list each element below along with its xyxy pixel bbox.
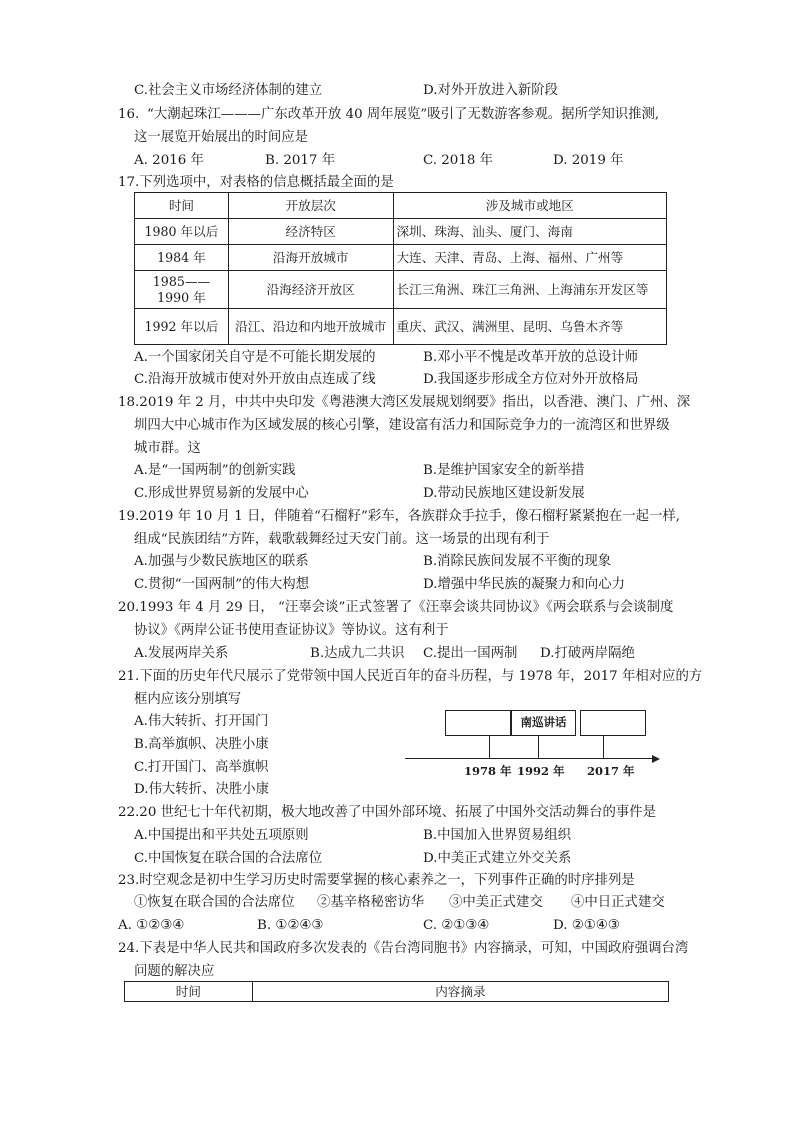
q18-option-b: B.是维护国家安全的新举措 xyxy=(423,463,585,478)
q17-option-d: D.我国逐步形成全方位对外开放格局 xyxy=(423,372,639,387)
timeline-box-2017 xyxy=(580,710,646,736)
q21-option-b: B.高举旗帜、决胜小康 xyxy=(134,737,269,752)
table-cell: 沿海开放城市 xyxy=(228,245,393,271)
table-cell: 长江三角洲、珠江三角洲、上海浦东开发区等 xyxy=(393,271,666,309)
q21-option-c: C.打开国门、高举旗帜 xyxy=(134,760,269,775)
table-header-cell: 时间 xyxy=(135,193,229,219)
q22-option-b: B.中国加入世界贸易组织 xyxy=(423,828,572,843)
q16-stem-line2: 这一展览开始展出的时间应是 xyxy=(134,130,309,145)
q23-event: ③中美正式建交 xyxy=(449,895,543,910)
table-cell: 经济特区 xyxy=(228,219,393,245)
q17-option-c: C.沿海开放城市使对外开放由点连成了线 xyxy=(134,372,376,387)
q24-stem-line1: 24.下表是中华人民共和国政府多次发表的《告台湾同胞书》内容摘录，可知，中国政府强调台湾 xyxy=(118,941,689,956)
table-header-row xyxy=(135,193,667,219)
table-cell: 1985——1990 年 xyxy=(135,271,229,309)
q18-stem-line2: 圳四大中心城市作为区域发展的核心引擎，建设富有活力和国际竞争力的一流湾区和世界级 xyxy=(134,418,670,433)
q21-option-a: A.伟大转折、打开国门 xyxy=(134,714,269,729)
timeline-box-1978 xyxy=(445,710,511,736)
q22-stem: 22.20 世纪七十年代初期，极大地改善了中国外部环境、拓展了中国外交活动舞台的事件是 xyxy=(118,805,657,820)
q24-table xyxy=(124,981,669,1002)
table-cell: 1984 年 xyxy=(135,245,229,271)
q19-stem-line2: 组成“民族团结”方阵，载歌载舞经过天安门前。这一场景的出现有利于 xyxy=(134,532,550,547)
timeline-arrow-icon xyxy=(652,755,660,763)
q18-stem-line3: 城市群。这 xyxy=(134,441,201,456)
q22-option-c: C.中国恢复在联合国的合法席位 xyxy=(134,851,323,866)
table-cell: 深圳、珠海、汕头、厦门、海南 xyxy=(393,219,666,245)
q23-stem: 23.时空观念是初中生学习历史时需要掌握的核心素养之一，下列事件正确的时序排列是 xyxy=(118,873,635,888)
table-cell: 1992 年以后 xyxy=(135,309,229,345)
q18-option-d: D.带动民族地区建设新发展 xyxy=(423,486,585,501)
q16-option-a: A. 2016 年 xyxy=(134,153,204,168)
q17-option-b: B.邓小平不愧是改革开放的总设计师 xyxy=(423,350,638,365)
q16-option-c: C. 2018 年 xyxy=(423,153,494,168)
q23-event: ②基辛格秘密访华 xyxy=(317,895,425,910)
q22-option-d: D.中美正式建立外交关系 xyxy=(423,851,572,866)
q20-stem-line1: 20.1993 年 4 月 29 日， “汪辜会谈”正式签署了《汪辜会谈共同协议》《两会联系与会谈制度 xyxy=(118,600,674,615)
timeline-box-1992 xyxy=(511,710,576,736)
q24-stem-line2: 问题的解决应 xyxy=(134,964,215,979)
q16-number: 16. xyxy=(118,107,140,122)
timeline-year: 2017 年 xyxy=(587,764,635,778)
q22-option-a: A.中国提出和平共处五项原则 xyxy=(134,828,309,843)
timeline-year: 1992 年 xyxy=(517,764,565,778)
table-header-cell: 涉及城市或地区 xyxy=(393,193,666,219)
q16-option-d: D. 2019 年 xyxy=(553,153,624,168)
q18-stem-line1: 18.2019 年 2 月，中共中央印发《粤港澳大湾区发展规划纲要》指出，以香港、澳门、广州、深 xyxy=(118,395,691,410)
timeline-year: 1978 年 xyxy=(464,764,512,778)
timeline-axis xyxy=(405,758,652,759)
q18-option-c: C.形成世界贸易新的发展中心 xyxy=(134,486,309,501)
timeline-connector xyxy=(603,735,604,759)
q19-option-b: B.消除民族间发展不平衡的现象 xyxy=(423,554,612,569)
q16-stem-line1: “大潮起珠江———广东改革开放 40 周年展览”吸引了无数游客参观。据所学知识推测, xyxy=(147,107,660,122)
q20-stem-line2: 协议》《两岸公证书使用查证协议》等协议。这有利于 xyxy=(134,623,449,638)
table-header-cell: 内容摘录 xyxy=(252,982,668,1002)
q17-option-a: A.一个国家闭关自守是不可能长期发展的 xyxy=(134,350,376,365)
timeline-connector xyxy=(538,735,539,759)
q19-option-c: C.贯彻“一国两制”的伟大构想 xyxy=(134,577,310,592)
q21-stem-line1: 21.下面的历史年代尺展示了党带领中国人民近百年的奋斗历程，与 1978 年，2017 年相对应的方 xyxy=(118,669,703,684)
table-cell: 大连、天津、青岛、上海、福州、广州等 xyxy=(393,245,666,271)
table-row xyxy=(135,219,667,245)
timeline-box-label: 南巡讲话 xyxy=(520,715,567,729)
timeline-connector xyxy=(489,735,490,759)
q19-option-d: D.增强中华民族的凝聚力和向心力 xyxy=(423,577,625,592)
table-header-cell: 时间 xyxy=(125,982,253,1002)
q23-option-a: A. ①②③④ xyxy=(118,918,185,933)
q20-option-c: C.提出一国两制 xyxy=(423,646,518,661)
q20-option-a: A.发展两岸关系 xyxy=(134,646,229,661)
q23-option-b: B. ①②④③ xyxy=(257,918,324,933)
q20-option-b: B.达成九二共识 xyxy=(310,646,405,661)
q21-stem-line2: 框内应该分别填写 xyxy=(134,692,242,707)
table-header-row xyxy=(125,982,669,1002)
q23-event: ①恢复在联合国的合法席位 xyxy=(134,895,295,910)
table-header-cell: 开放层次 xyxy=(228,193,393,219)
table-row xyxy=(135,245,667,271)
q17-stem: 17.下列选项中，对表格的信息概括最全面的是 xyxy=(118,175,394,190)
q23-event: ④中日正式建交 xyxy=(571,895,665,910)
q15-option-d: D.对外开放进入新阶段 xyxy=(423,83,559,98)
table-cell: 沿江、沿边和内地开放城市 xyxy=(228,309,393,345)
q19-option-a: A.加强与少数民族地区的联系 xyxy=(134,554,309,569)
table-row xyxy=(135,309,667,345)
q19-stem-line1: 19.2019 年 10 月 1 日，伴随着“石榴籽”彩车，各族群众手拉手，像石榴籽紧紧抱在一起一样, xyxy=(118,509,681,524)
table-cell: 1980 年以后 xyxy=(135,219,229,245)
q23-option-c: C. ②①③④ xyxy=(423,918,490,933)
table-row xyxy=(135,271,667,309)
q21-option-d: D.伟大转折、决胜小康 xyxy=(134,782,270,797)
table-cell: 沿海经济开放区 xyxy=(228,271,393,309)
q17-table xyxy=(134,192,667,345)
q23-option-d: D. ②①④③ xyxy=(553,918,620,933)
q18-option-a: A.是“一国两制”的创新实践 xyxy=(134,463,296,478)
q15-option-c: C.社会主义市场经济体制的建立 xyxy=(134,83,323,98)
table-cell: 重庆、武汉、满洲里、昆明、乌鲁木齐等 xyxy=(393,309,666,345)
q16-option-b: B. 2017 年 xyxy=(265,153,336,168)
q20-option-d: D.打破两岸隔绝 xyxy=(540,646,635,661)
